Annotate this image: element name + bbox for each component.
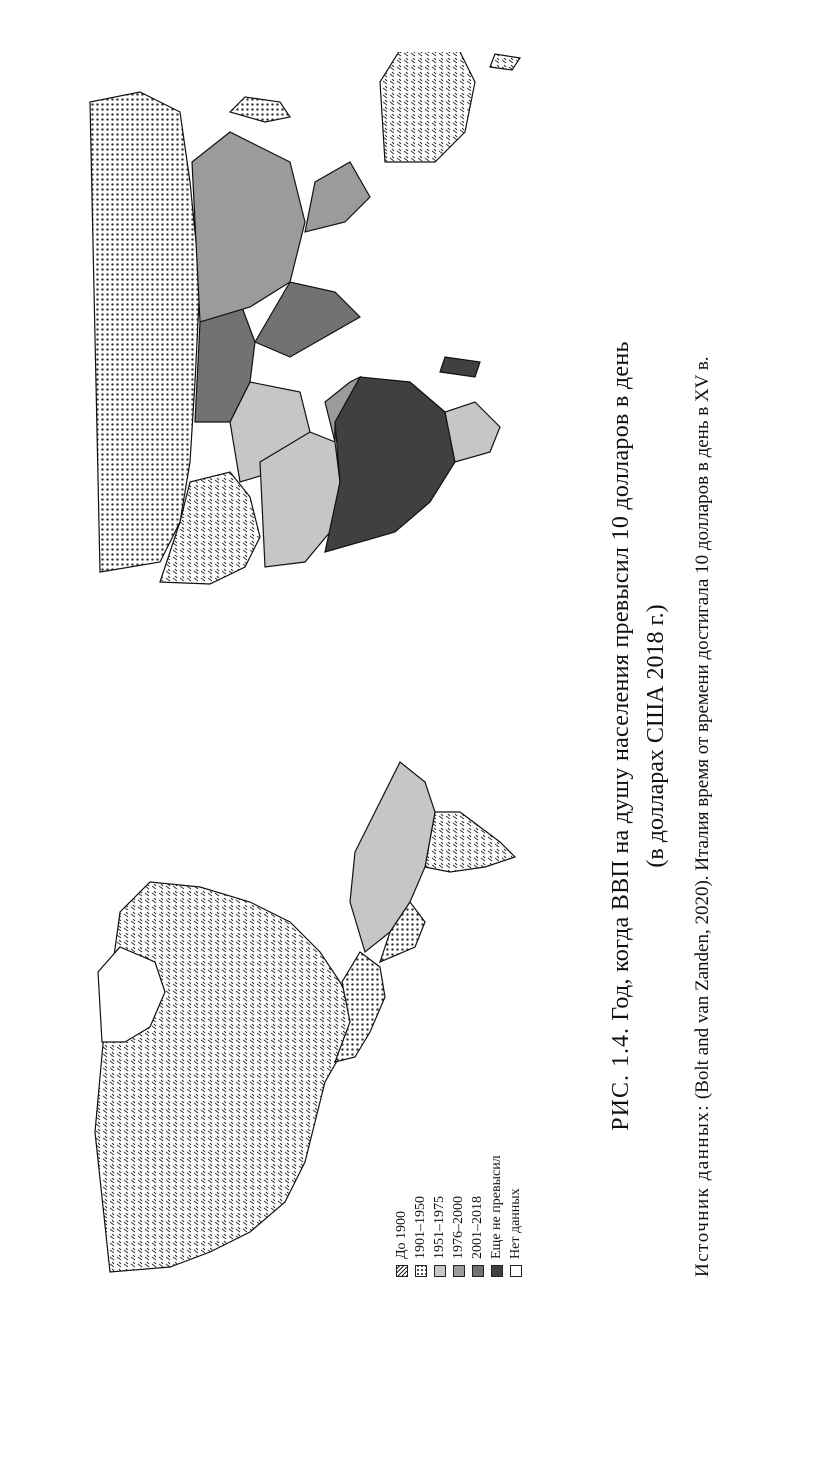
legend-item (468, 1155, 487, 1277)
legend-label: 2001–2018 (469, 1196, 485, 1259)
new-zealand (490, 54, 520, 70)
legend-item (411, 1155, 430, 1277)
legend-item (487, 1155, 506, 1277)
legend-label: Еще не превысил (488, 1155, 504, 1259)
legend-item (392, 1155, 411, 1277)
legend-item (506, 1155, 525, 1277)
legend (392, 1155, 525, 1277)
south-america-south (425, 812, 515, 872)
legend-swatch-mid (453, 1265, 465, 1277)
legend-item (430, 1155, 449, 1277)
figure-label: РИС. 1.4. (608, 1027, 634, 1131)
figure-title-line1: Год, когда ВВП на душу населения превысил 10 долларов в день (608, 341, 634, 1021)
legend-item (449, 1155, 468, 1277)
southeast-asia (305, 162, 370, 232)
legend-swatch-light (434, 1265, 446, 1277)
russia (90, 92, 200, 572)
north-america (95, 882, 355, 1272)
legend-label: 1976–2000 (450, 1196, 466, 1259)
figure-source (688, 77, 718, 1277)
source-text: (Bolt and van Zanden, 2020). Италия время от времени достигала 10 долларов в день в XV в. (692, 356, 713, 1100)
legend-label: 1951–1975 (431, 1196, 447, 1259)
source-label: Источник данных: (692, 1103, 713, 1277)
world-map (80, 52, 550, 1282)
madagascar (440, 357, 480, 377)
legend-swatch-darkest (491, 1265, 503, 1277)
legend-label: Нет данных (507, 1188, 523, 1259)
legend-label: До 1900 (393, 1210, 409, 1259)
legend-swatch-dark (472, 1265, 484, 1277)
legend-swatch-hatch (396, 1265, 408, 1277)
legend-label: 1901–1950 (412, 1196, 428, 1259)
figure-title-line2: (в долларах США 2018 г.) (643, 604, 669, 868)
australia (380, 52, 475, 162)
japan (230, 97, 290, 122)
southern-africa (445, 402, 500, 462)
legend-swatch-empty (510, 1265, 522, 1277)
legend-swatch-dots (415, 1265, 427, 1277)
figure-title (608, 0, 635, 1472)
